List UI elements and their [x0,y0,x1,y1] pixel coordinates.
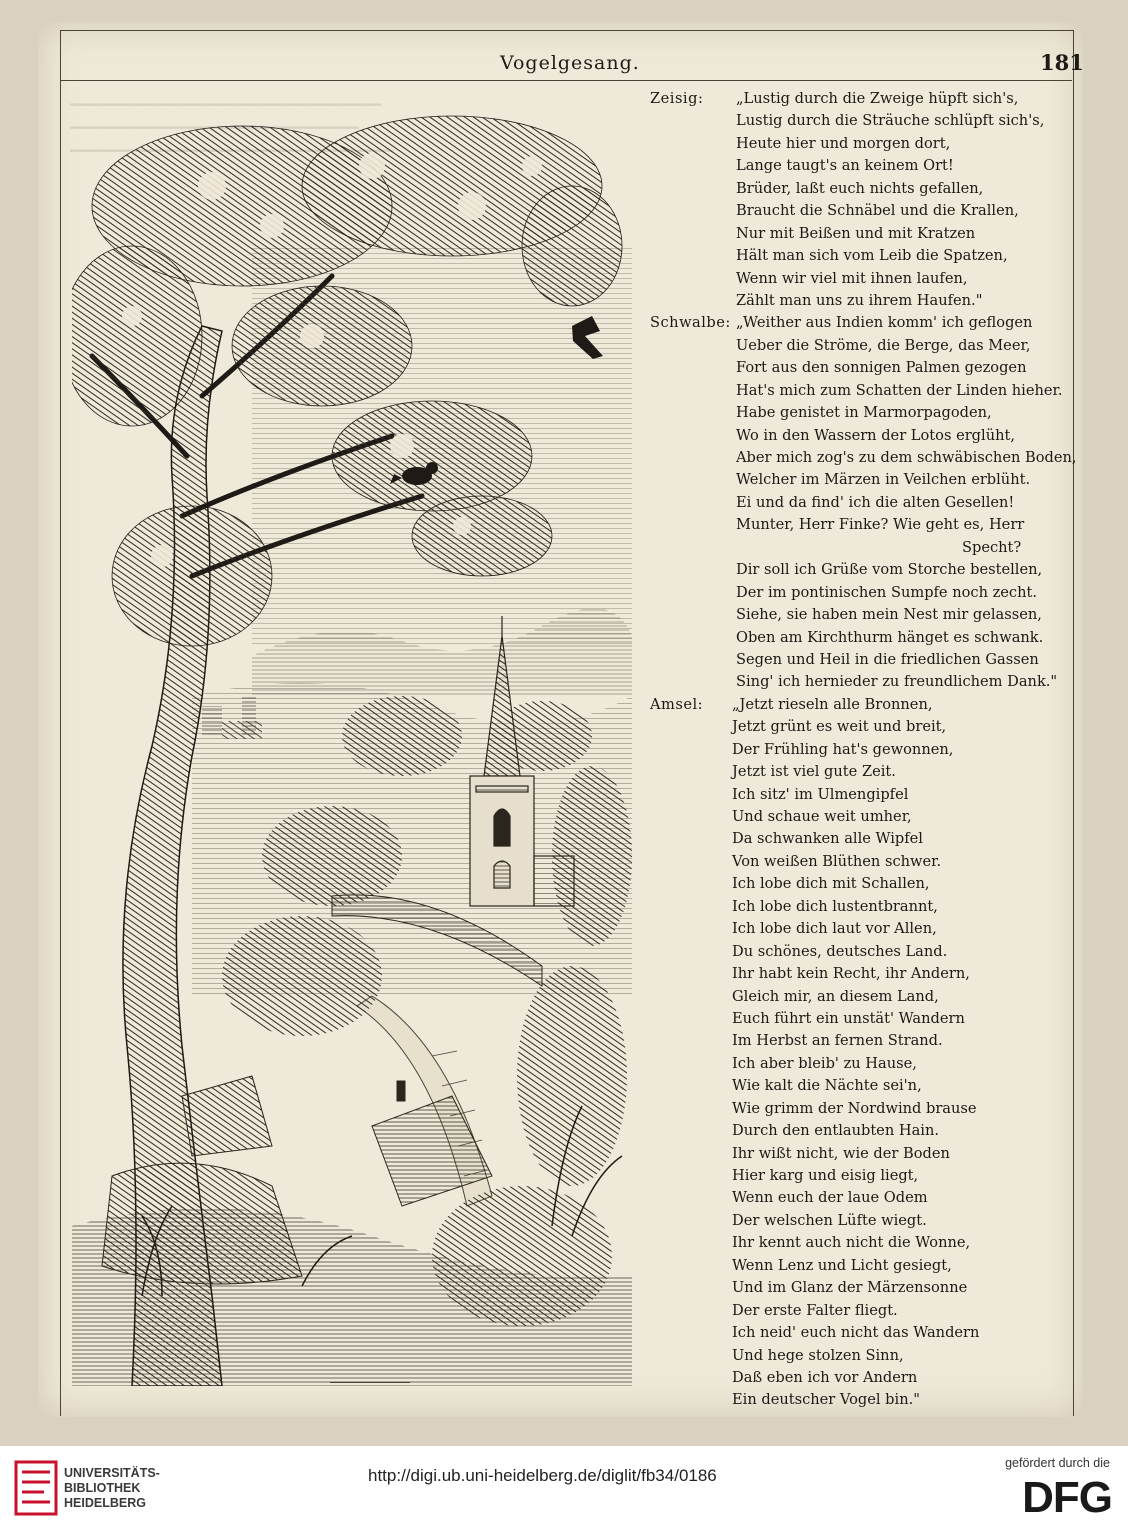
verse-text: „Jetzt rieseln alle Bronnen, [732,695,933,713]
poem-line [650,784,1075,806]
verse-text: Ei und da find' ich die alten Gesellen! [736,493,1015,511]
poem-line [650,559,1075,581]
poem-line [650,133,1075,155]
poem-line [650,245,1075,267]
poem-line [650,694,1075,716]
verse-text: Durch den entlaubten Hain. [732,1122,939,1140]
verse-text: Welcher im Märzen in Veilchen erblüht. [736,471,1031,489]
poem-line [650,1075,1075,1097]
poem-line [650,469,1075,491]
verse-text: Heute hier und morgen dort, [736,134,951,152]
poem-line [650,1098,1075,1120]
poem-line [650,1053,1075,1075]
poem-line [650,1120,1075,1142]
verse-text: Da schwanken alle Wipfel [732,830,923,848]
verse-text: Braucht die Schnäbel und die Krallen, [736,202,1019,220]
verse-text: Ihr wißt nicht, wie der Boden [732,1144,950,1162]
poem-line [650,1030,1075,1052]
verse-text: Ich aber bleib' zu Hause, [732,1054,917,1072]
verse-text: „Weither aus Indien komm' ich geflogen [736,314,1033,332]
poem-line [650,1300,1075,1322]
poem-line [650,671,1075,693]
verse-text: Wenn euch der laue Odem [732,1189,928,1207]
verse-text: Hat's mich zum Schatten der Linden hieher. [736,381,1063,399]
library-name-line3: HEIDELBERG [64,1496,146,1510]
poem-line [650,1389,1075,1411]
verse-text: Von weißen Blüthen schwer. [732,852,942,870]
verse-text: Aber mich zog's zu dem schwäbischen Boden, [736,449,1077,466]
verse-text: Daß eben ich vor Andern [732,1368,918,1386]
poem-line [650,1232,1075,1254]
engraving-illustration [72,96,632,1386]
poem-line [650,806,1075,828]
verse-text: Siehe, sie haben mein Nest mir gelassen, [736,606,1042,624]
poem-line [650,447,1075,469]
poem-line [650,425,1075,447]
verse-text: Munter, Herr Finke? Wie geht es, Herr [736,516,1025,534]
verse-text: Brüder, laßt euch nichts gefallen, [736,179,984,197]
poem-line [650,986,1075,1008]
library-name-line2: BIBLIOTHEK [64,1481,141,1495]
verse-text: Lustig durch die Sträuche schlüpft sich's, [736,112,1045,130]
poem-line [650,1008,1075,1030]
verse-text: Ihr habt kein Recht, ihr Andern, [732,965,970,983]
poem-line [650,582,1075,604]
poem-line [650,537,1075,559]
verse-text: Wie kalt die Nächte sei'n, [732,1077,922,1095]
poem-line [650,335,1075,357]
verse-text: Sing' ich hernieder zu freundlichem Dank." [736,673,1058,691]
university-library-logo-icon [14,1460,58,1516]
poem-line [650,604,1075,626]
speaker-label: Schwalbe: [650,314,731,332]
poem-line [650,739,1075,761]
poem-line [650,492,1075,514]
verse-text: Dir soll ich Grüße vom Storche bestellen, [736,561,1043,579]
verse-text: Specht? [962,538,1022,556]
poem-line [650,941,1075,963]
verse-text: Und schaue weit umher, [732,808,912,825]
verse-text: Der welschen Lüfte wiegt. [732,1211,927,1229]
verse-text: Der im pontinischen Sumpfe noch zecht. [736,583,1038,601]
verse-text: Und im Glanz der Märzensonne [732,1279,968,1297]
verse-text: Der erste Falter fliegt. [732,1301,898,1319]
verse-text: Ueber die Ströme, die Berge, das Meer, [736,336,1031,354]
verse-text: Jetzt ist viel gute Zeit. [732,763,896,781]
poem-line [650,761,1075,783]
poem-line [650,1187,1075,1209]
poem-line [650,649,1075,671]
poem-line [650,896,1075,918]
verse-text: Ihr kennt auch nicht die Wonne, [732,1234,971,1252]
poem-line [650,402,1075,424]
poem-line [650,110,1075,132]
poem-line [650,1165,1075,1187]
poem-line [650,918,1075,940]
verse-text: Du schönes, deutsches Land. [732,942,948,960]
verse-text: Wenn wir viel mit ihnen laufen, [736,269,968,287]
poem-line [650,155,1075,177]
poem-line [650,290,1075,312]
verse-text: Lange taugt's an keinem Ort! [736,157,954,175]
poem-line [650,1143,1075,1165]
verse-text: Hält man sich vom Leib die Spatzen, [736,247,1008,265]
verse-text: Wenn Lenz und Licht gesiegt, [732,1256,952,1274]
verse-text: Ich lobe dich laut vor Allen, [732,920,937,938]
bottom-rule [330,1382,410,1383]
verse-text: Ich lobe dich mit Schallen, [732,875,930,893]
verse-text: Zählt man uns zu ihrem Haufen." [736,291,983,309]
verse-text: Der Frühling hat's gewonnen, [732,740,954,758]
library-name-line1: UNIVERSITÄTS- [64,1466,160,1480]
poem-line [650,268,1075,290]
poem-line [650,200,1075,222]
verse-text: Im Herbst an fernen Strand. [732,1032,943,1050]
verse-text: Segen und Heil in die friedlichen Gassen [736,650,1039,668]
poem-line [650,1367,1075,1389]
poem-line [650,851,1075,873]
poem-line [650,178,1075,200]
verse-text: Wo in den Wassern der Lotos erglüht, [736,426,1015,444]
dfg-logo: DFG [1022,1473,1112,1522]
poem-line [650,1210,1075,1232]
poem-line [650,873,1075,895]
poem-line [650,223,1075,245]
poem-vogelgesang [650,88,1075,1412]
poem-line [650,1322,1075,1344]
page-number: 181 [1040,50,1084,75]
verse-text: Oben am Kirchthurm hänget es schwank. [736,628,1044,646]
verse-text: Jetzt grünt es weit und breit, [732,718,947,736]
header-rule [60,80,1072,81]
verse-text: Nur mit Beißen und mit Kratzen [736,224,976,242]
verse-text: Euch führt ein unstät' Wandern [732,1009,965,1027]
poem-line [650,963,1075,985]
verse-text: Wie grimm der Nordwind brause [732,1099,977,1117]
poem-line [650,1277,1075,1299]
library-name [64,1466,160,1511]
document-url-link[interactable]: http://digi.ub.uni-heidelberg.de/diglit/fb34/0186 [368,1466,717,1485]
poem-line [650,828,1075,850]
speaker-label: Amsel: [650,695,704,713]
poem-line [650,312,1075,334]
poem-line [650,380,1075,402]
verse-text: „Lustig durch die Zweige hüpft sich's, [736,90,1019,107]
poem-line [650,88,1075,110]
footer-bar [0,1446,1128,1530]
verse-text: Ich sitz' im Ulmengipfel [732,785,909,803]
poem-line [650,514,1075,536]
support-text: gefördert durch die [1005,1456,1110,1470]
verse-text: Ich neid' euch nicht das Wandern [732,1324,980,1342]
verse-text: Fort aus den sonnigen Palmen gezogen [736,359,1027,377]
poem-line [650,1345,1075,1367]
verse-text: Hier karg und eisig liegt, [732,1167,919,1184]
verse-text: Und hege stolzen Sinn, [732,1346,904,1364]
verse-text: Ich lobe dich lustentbrannt, [732,897,938,915]
poem-line [650,357,1075,379]
speaker-label: Zeisig: [650,90,704,107]
verse-text: Gleich mir, an diesem Land, [732,987,939,1005]
poem-line [650,1255,1075,1277]
poem-line [650,716,1075,738]
running-title: Vogelgesang. [500,52,640,74]
verse-text: Habe genistet in Marmorpagoden, [736,404,992,422]
verse-text: Ein deutscher Vogel bin." [732,1391,920,1409]
poem-line [650,627,1075,649]
